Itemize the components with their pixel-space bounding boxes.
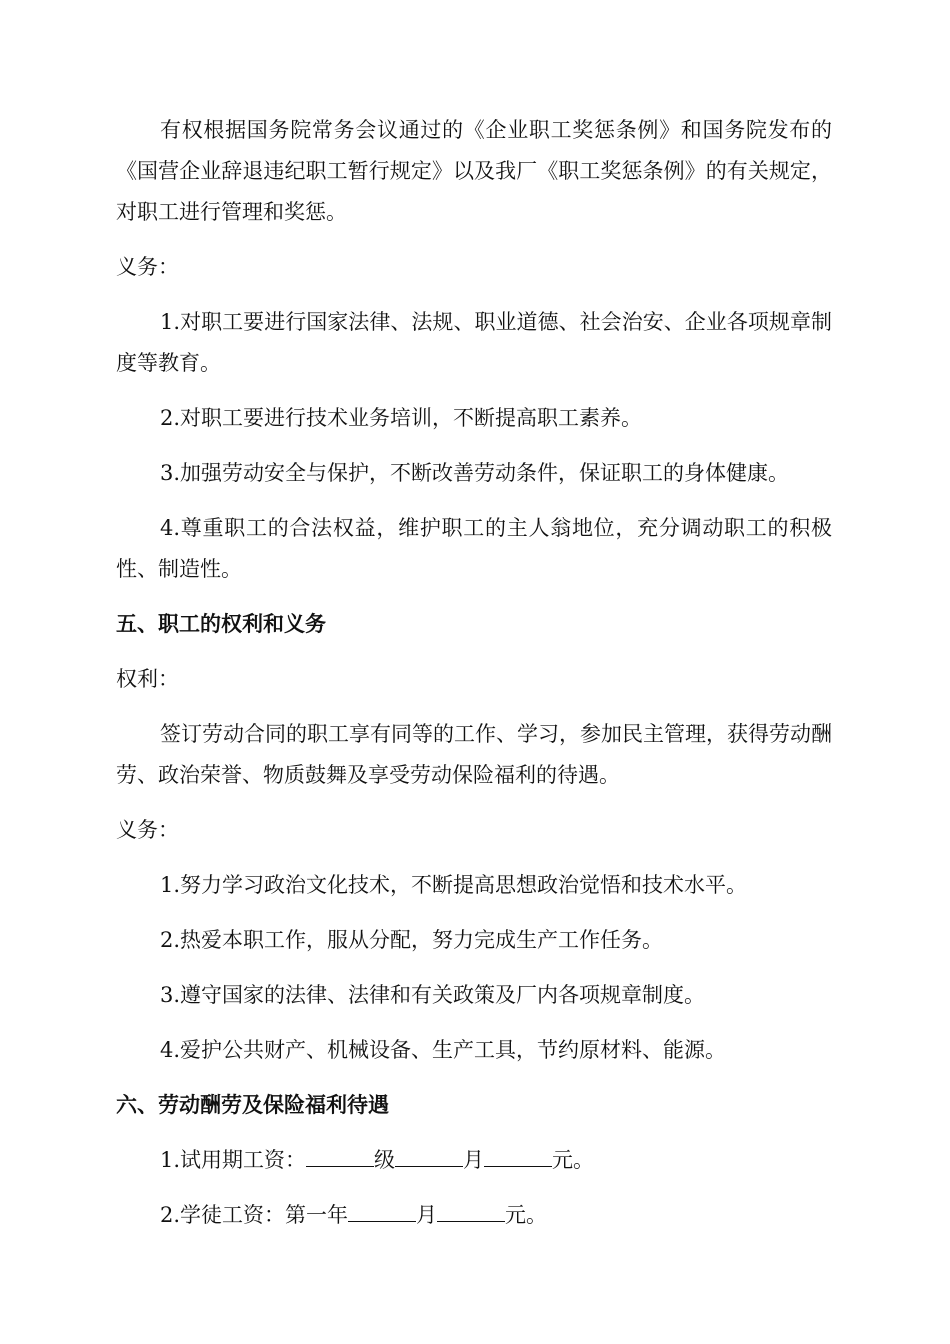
wage-month-label: 月 <box>416 1203 438 1227</box>
section-heading-5: 五、职工的权利和义务 <box>116 612 326 636</box>
employee-duty-2: 2.热爱本职工作，服从分配，努力完成生产工作任务。 <box>160 928 664 952</box>
wage-yuan-label: 元。 <box>505 1203 548 1227</box>
blank-field[interactable] <box>348 1199 416 1222</box>
wage-yuan-label: 元。 <box>552 1148 595 1172</box>
blank-field[interactable] <box>306 1144 374 1167</box>
employer-duty-1: 1.对职工要进行国家法律、法规、职业道德、社会治安、企业各项规章制度等教育。 <box>116 310 832 375</box>
wage-probation-prefix: 1.试用期工资： <box>160 1148 307 1172</box>
document-page <box>116 110 832 1236</box>
wage-apprentice-line <box>116 1195 832 1236</box>
employee-duty-4: 4.爱护公共财产、机械设备、生产工具，节约原材料、能源。 <box>160 1038 727 1062</box>
employee-duty-1: 1.努力学习政治文化技术，不断提高思想政治觉悟和技术水平。 <box>160 873 748 897</box>
duty-label-employee: 义务： <box>116 818 179 842</box>
blank-field[interactable] <box>437 1199 505 1222</box>
wage-month-label: 月 <box>463 1148 485 1172</box>
wage-level-label: 级 <box>374 1148 396 1172</box>
employer-duty-2: 2.对职工要进行技术业务培训，不断提高职工素养。 <box>160 406 643 430</box>
section-heading-6: 六、劳动酬劳及保险福利待遇 <box>116 1093 389 1117</box>
wage-probation-line <box>116 1140 832 1181</box>
employee-duty-3: 3.遵守国家的法律、法律和有关政策及厂内各项规章制度。 <box>160 983 706 1007</box>
duty-label-employer: 义务： <box>116 255 179 279</box>
rights-text: 签订劳动合同的职工享有同等的工作、学习，参加民主管理，获得劳动酬劳、政治荣誉、物质鼓舞及享受劳动保险福利的待遇。 <box>116 722 832 787</box>
rights-label: 权利： <box>116 667 179 691</box>
blank-field[interactable] <box>395 1144 463 1167</box>
blank-field[interactable] <box>484 1144 552 1167</box>
wage-apprentice-prefix: 2.学徒工资：第一年 <box>160 1203 349 1227</box>
paragraph-management-rights: 有权根据国务院常务会议通过的《企业职工奖惩条例》和国务院发布的《国营企业辞退违纪职工暂行规定》以及我厂《职工奖惩条例》的有关规定，对职工进行管理和奖惩。 <box>116 118 832 224</box>
employer-duty-4: 4.尊重职工的合法权益，维护职工的主人翁地位，充分调动职工的积极性、制造性。 <box>116 516 832 581</box>
employer-duty-3: 3.加强劳动安全与保护，不断改善劳动条件，保证职工的身体健康。 <box>160 461 790 485</box>
